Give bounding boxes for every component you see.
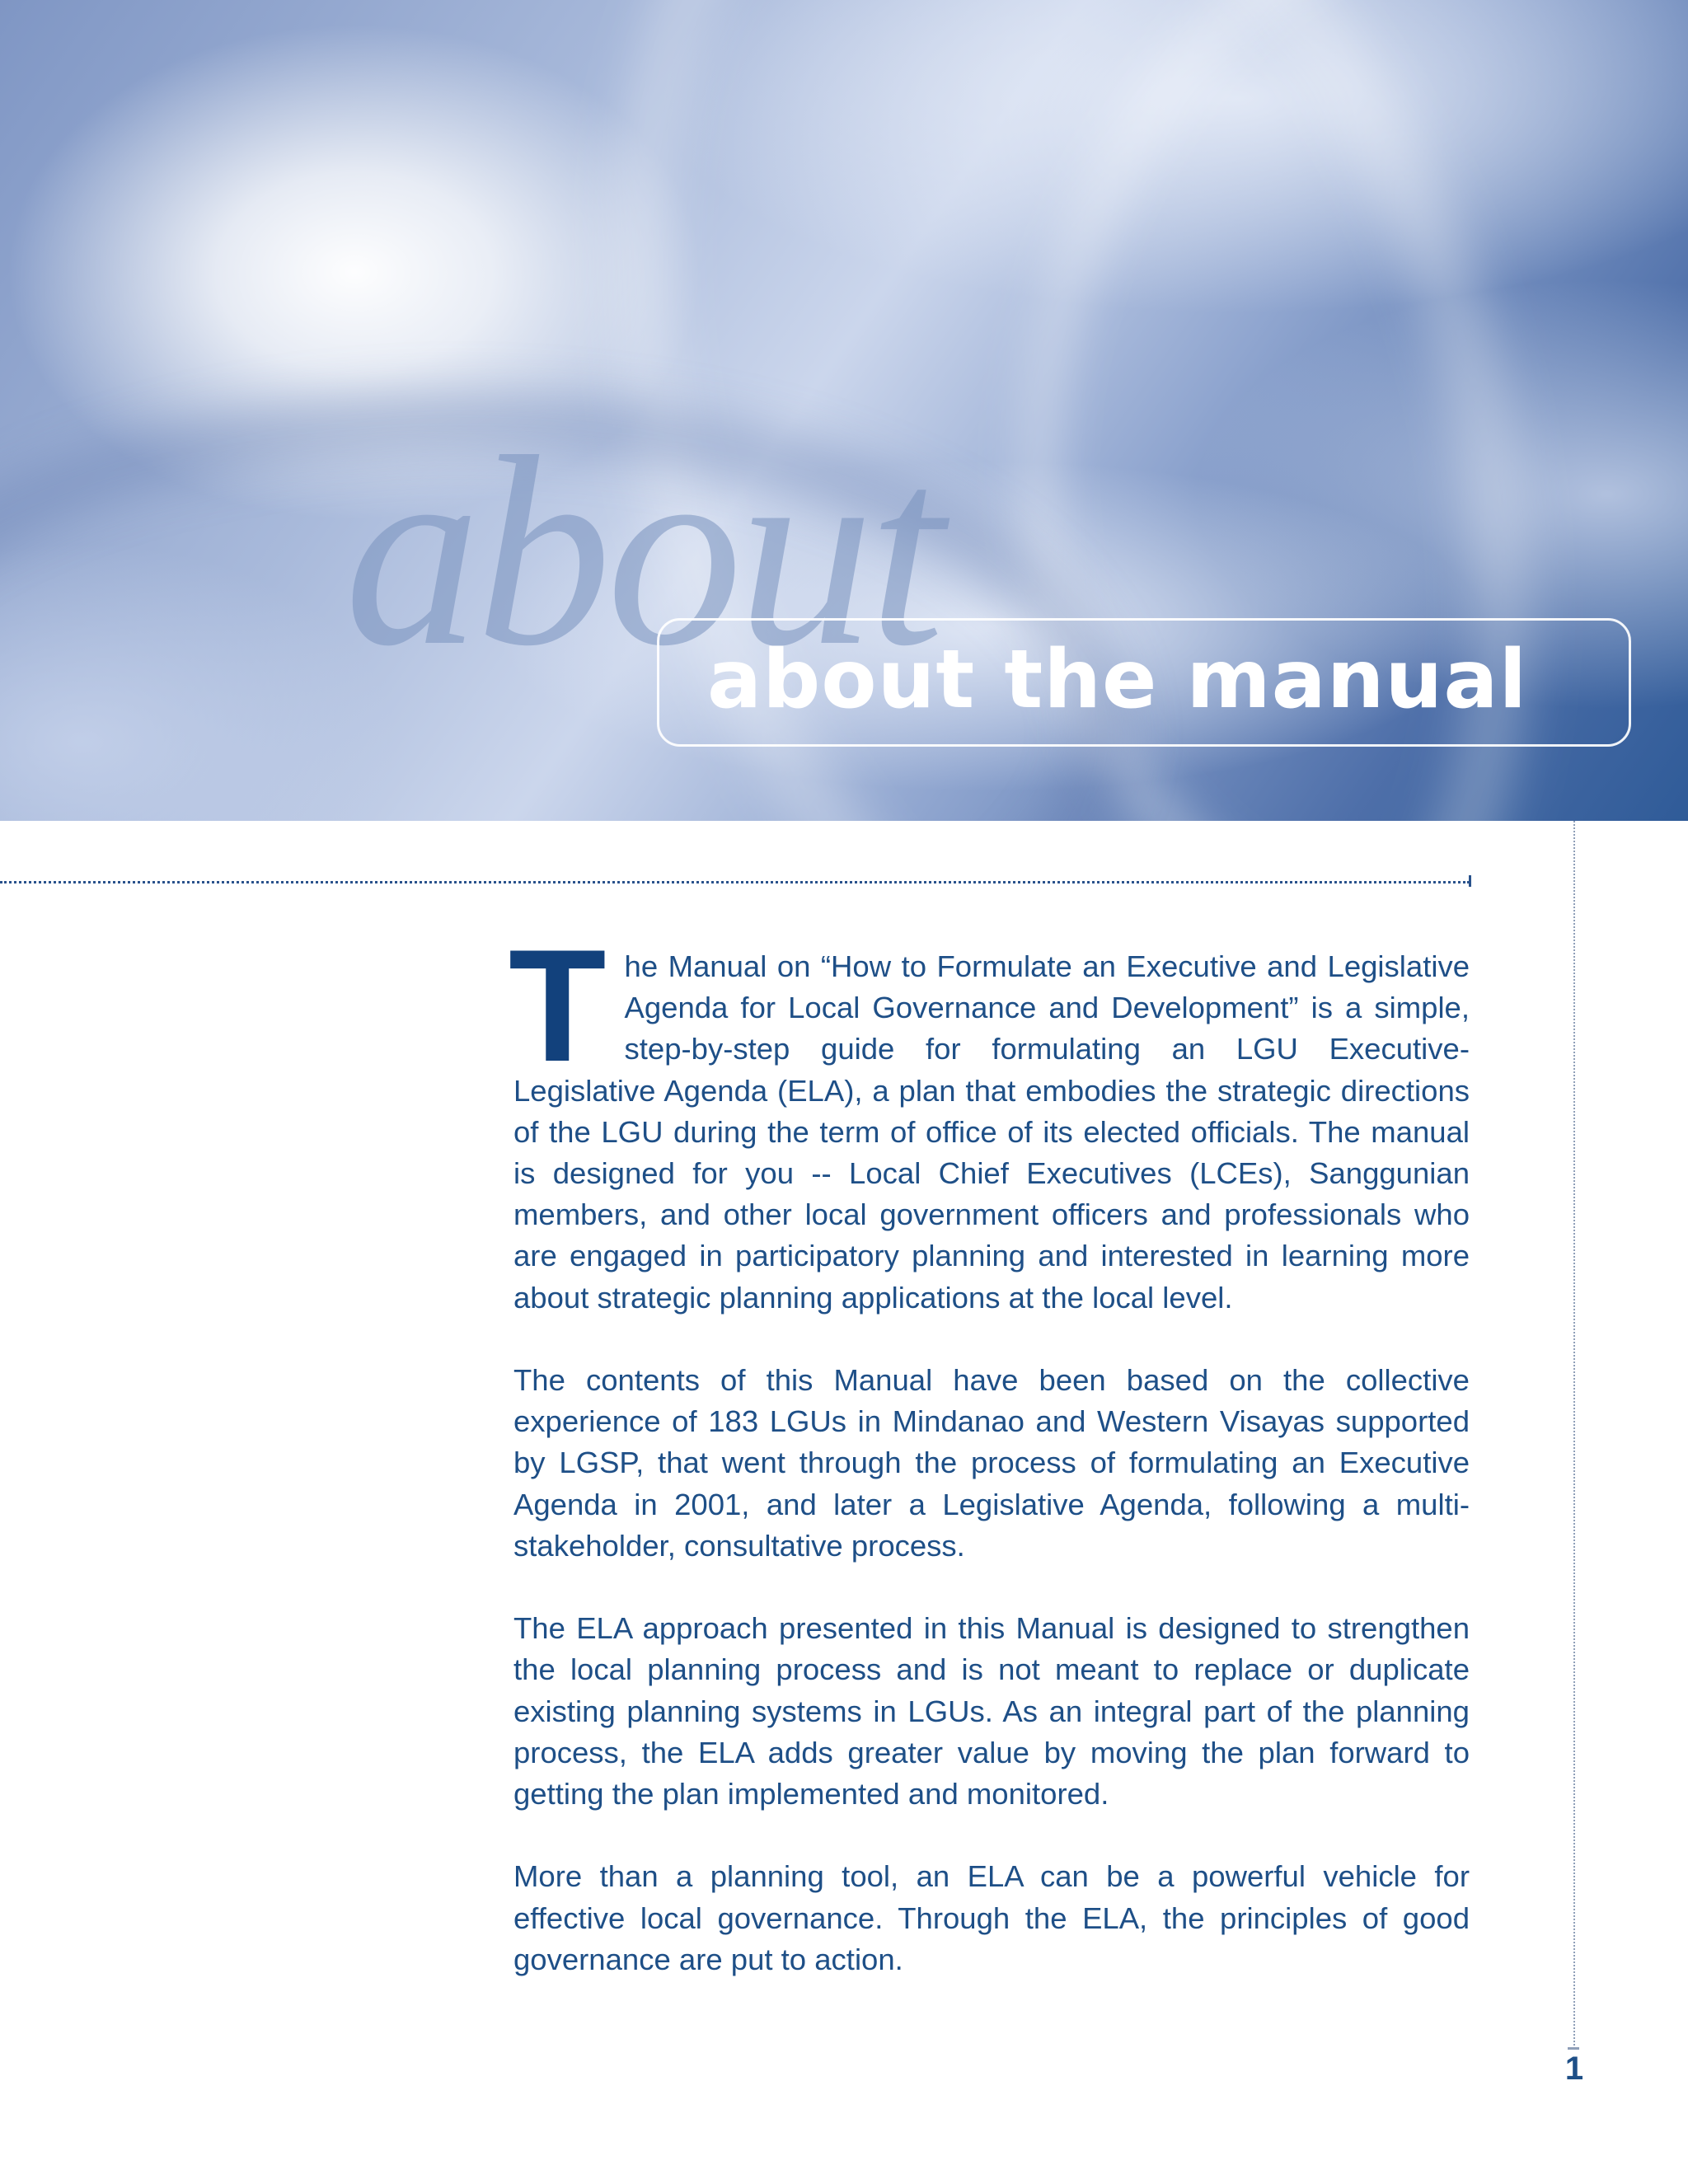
divider-end-tick xyxy=(1469,875,1471,887)
paragraph-approach: The ELA approach presented in this Manual is designed to strengthen the local planning process and is not meant to replace or duplicate existing planning systems in LGUs. As an integral part of the planning process, the ELA adds greater value by moving the plan forward to getting the plan implemented and monitored. xyxy=(513,1611,1470,1811)
paragraph-intro-text: he Manual on “How to Formulate an Executive and Legislative Agenda for Local Governance and Development” is a simple, step-by-step guide for formulating an LGU Executive-Legislative Agenda (ELA), a plan that embodies the strategic directions of the LGU during the term of office of its elected officials. The manual is designed for you -- Local Chief Executives (LCEs), Sanggunian members, and other local government officers and professionals who are engaged in participatory planning and interested in learning more about strategic planning applications at the local level. xyxy=(513,949,1470,1315)
paragraph-tool: More than a planning tool, an ELA can be a powerful vehicle for effective local governance. Through the ELA, the principles of good governance are put to action. xyxy=(513,1859,1470,1976)
drop-cap: T xyxy=(509,916,607,1095)
page-number: 1 xyxy=(1564,2050,1584,2087)
dotted-divider xyxy=(0,881,1470,883)
paragraph-contents: The contents of this Manual have been based on the collective experience of 183 LGUs in Mindanao and Western Visayas supported by LGSP, that went through the process of formulating an Executive Agenda in 2001, and later a Legislative Agenda, following a multi-stakeholder, consultative process. xyxy=(513,1363,1470,1563)
decorative-script-word: about xyxy=(345,401,940,702)
vertical-margin-rule xyxy=(1573,821,1575,2049)
header-banner xyxy=(0,0,1688,821)
page-title: about the manual xyxy=(707,633,1528,727)
margin-rule-tick xyxy=(1568,2047,1579,2050)
paragraph-intro xyxy=(509,916,1470,1319)
body-text xyxy=(509,916,1470,2022)
